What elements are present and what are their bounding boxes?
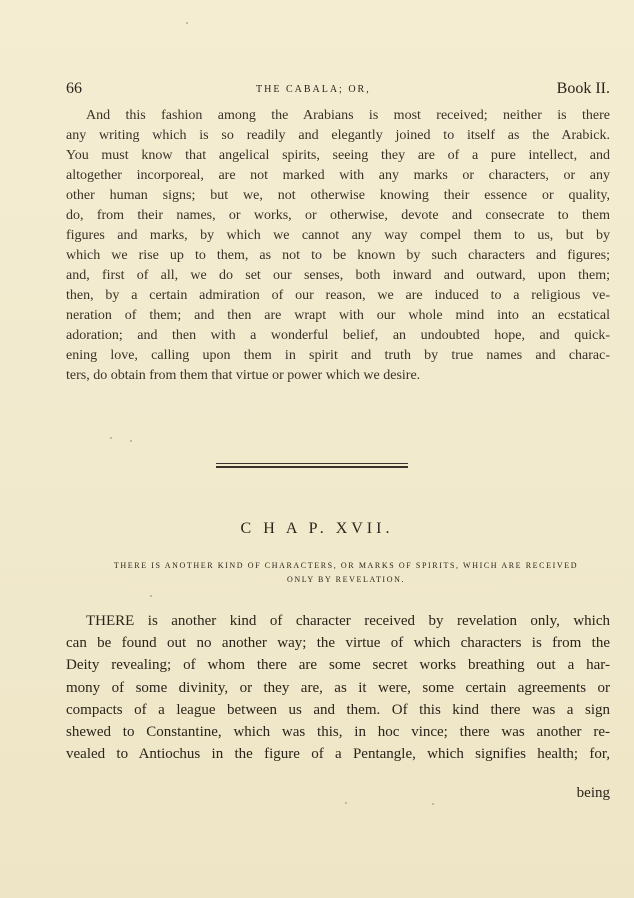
text-line: shewed to Constantine, which was this, in hoc vince; there was another re-	[66, 724, 610, 741]
text-line: other human signs; but we, not otherwise knowing their essence or quality,	[66, 188, 610, 203]
text-line: can be found out no another way; the virtue of which characters is from the	[66, 635, 610, 652]
chapter-summary-line: ONLY BY REVELATION.	[286, 575, 406, 584]
page-header	[66, 80, 610, 102]
text-line: adoration; and then with a wonderful belief, an undoubted hope, and quick-	[66, 328, 610, 343]
section-divider-thin	[216, 463, 408, 464]
text-line: Deity revealing; of whom there are some secret works breathing out a har-	[66, 657, 610, 674]
book-label: Book II.	[556, 80, 610, 97]
text-line: neration of them; and then are wrapt with our whole mind into an ecstatical	[66, 308, 610, 323]
text-line: vealed to Antiochus in the figure of a Pentangle, which signifies health; for,	[66, 746, 610, 763]
text-line: THERE is another kind of character received by revelation only, which	[86, 613, 610, 629]
text-line: and, first of all, we do set our senses, both inward and outward, upon them;	[66, 268, 610, 283]
text-line: figures and marks, by which we cannot any way compel them to us, but by	[66, 228, 610, 243]
text-line: ening love, calling upon them in spirit and truth by true names and charac-	[66, 348, 610, 363]
text-line: mony of some divinity, or they are, as it were, some certain agreements or	[66, 679, 610, 696]
paper-speck	[345, 802, 347, 804]
paper-speck	[150, 595, 152, 597]
paper-speck	[110, 437, 112, 439]
catchword: being	[576, 785, 610, 801]
text-line: do, from their names, or works, or otherwise, devote and consecrate to them	[66, 208, 610, 223]
text-line: And this fashion among the Arabians is most received; neither is there	[86, 108, 610, 123]
text-line: compacts of a league between us and them. Of this kind there was a sign	[66, 701, 610, 718]
text-line: any writing which is so readily and elegantly joined to itself as the Arabick.	[66, 128, 610, 143]
paper-speck	[432, 803, 434, 805]
running-title: THE CABALA; OR,	[256, 84, 371, 95]
section-divider-thick	[216, 466, 408, 468]
text-line: You must know that angelical spirits, seeing they are of a pure intellect, and	[66, 148, 610, 163]
paper-speck	[130, 440, 132, 442]
text-line: ters, do obtain from them that virtue or power which we desire.	[66, 368, 421, 383]
chapter-summary-line: THERE IS ANOTHER KIND OF CHARACTERS, OR MARKS OF SPIRITS, WHICH ARE RECEIVED	[113, 561, 579, 570]
paragraph-revelation	[66, 610, 610, 765]
paragraph-arabick	[66, 106, 610, 386]
chapter-title: C H A P. XVII.	[240, 520, 394, 537]
paper-speck	[186, 22, 188, 24]
text-line: altogether incorporeal, are not marked with any marks or characters, or any	[66, 168, 610, 183]
text-line: then, by a certain admiration of our reason, we are induced to a religious ve-	[66, 288, 610, 303]
text-line: which we rise up to them, as not to be known by such characters and figures;	[66, 248, 610, 263]
page-number: 66	[66, 80, 82, 97]
